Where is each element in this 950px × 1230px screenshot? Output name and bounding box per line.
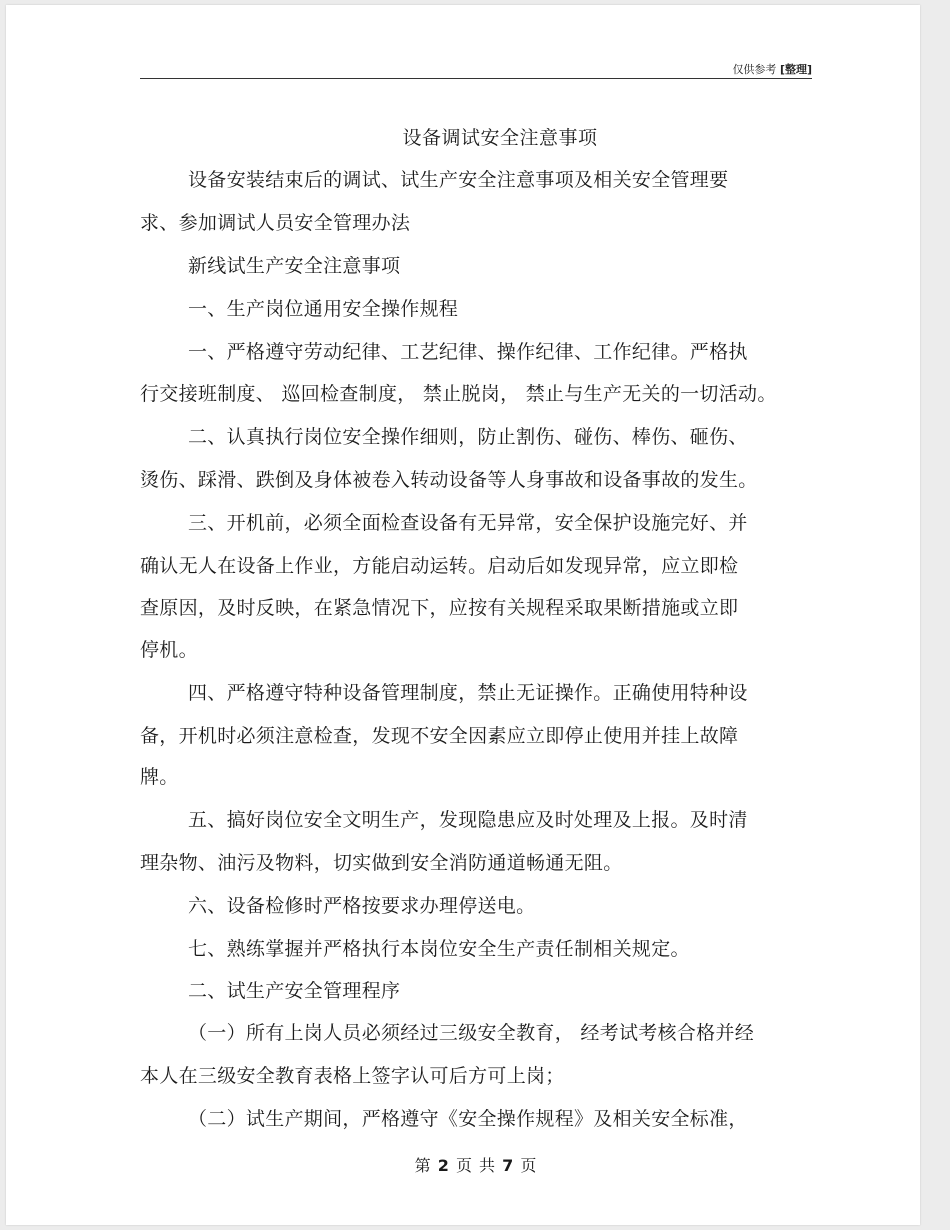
page-footer xyxy=(140,1153,812,1176)
paragraph-line: 理杂物、油污及物料，切实做到安全消防通道畅通无阻。 xyxy=(140,852,623,874)
footer-suffix: 页 xyxy=(520,1156,538,1175)
paragraph-line: 确认无人在设备上作业，方能启动运转。启动后如发现异常，应立即检 xyxy=(140,555,739,577)
document-title: 设备调试安全注意事项 xyxy=(402,127,598,149)
paragraph-line: 四、严格遵守特种设备管理制度，禁止无证操作。正确使用特种设 xyxy=(188,682,748,704)
paragraph-line: 六、设备检修时严格按要求办理停送电。 xyxy=(188,895,536,917)
paragraph-line: （一）所有上岗人员必须经过三级安全教育， 经考试考核合格并经 xyxy=(188,1022,755,1044)
paragraph-line: 牌。 xyxy=(140,766,179,788)
paragraph-line: 七、熟练掌握并严格执行本岗位安全生产责任制相关规定。 xyxy=(188,938,690,960)
section-heading: 新线试生产安全注意事项 xyxy=(188,255,401,277)
paragraph-line: 行交接班制度、 巡回检查制度， 禁止脱岗， 禁止与生产无关的一切活动。 xyxy=(140,383,777,405)
paragraph-line: 设备安装结束后的调试、试生产安全注意事项及相关安全管理要 xyxy=(188,169,729,191)
paragraph-line: 停机。 xyxy=(140,639,198,661)
paragraph-line: 求、参加调试人员安全管理办法 xyxy=(140,212,411,234)
paragraph-line: 五、搞好岗位安全文明生产，发现隐患应及时处理及上报。及时清 xyxy=(188,809,748,831)
paragraph-line: 查原因，及时反映，在紧急情况下，应按有关规程采取果断措施或立即 xyxy=(140,597,739,619)
footer-page-number: 2 xyxy=(437,1156,450,1175)
paragraph-line: （二）试生产期间，严格遵守《安全操作规程》及相关安全标准， xyxy=(188,1108,748,1130)
section-heading: 一、生产岗位通用安全操作规程 xyxy=(188,298,459,320)
footer-prefix: 第 xyxy=(414,1156,432,1175)
footer-middle: 页 共 xyxy=(455,1156,497,1175)
header-note: 仅供参考 xyxy=(732,63,777,76)
document-page xyxy=(6,5,920,1225)
header-rule xyxy=(140,78,812,79)
page-header xyxy=(140,61,812,77)
footer-total-pages: 7 xyxy=(502,1156,515,1175)
paragraph-line: 备，开机时必须注意检查，发现不安全因素应立即停止使用并挂上故障 xyxy=(140,725,739,747)
paragraph-line: 二、认真执行岗位安全操作细则，防止割伤、碰伤、棒伤、砸伤、 xyxy=(188,426,748,448)
paragraph-line: 本人在三级安全教育表格上签字认可后方可上岗； xyxy=(140,1065,565,1087)
header-bracket: [整理] xyxy=(779,63,812,76)
paragraph-line: 一、严格遵守劳动纪律、工艺纪律、操作纪律、工作纪律。严格执 xyxy=(188,341,748,363)
section-heading: 二、试生产安全管理程序 xyxy=(188,980,401,1002)
paragraph-line: 三、开机前，必须全面检查设备有无异常，安全保护设施完好、并 xyxy=(188,512,748,534)
paragraph-line: 烫伤、踩滑、跌倒及身体被卷入转动设备等人身事故和设备事故的发生。 xyxy=(140,469,758,491)
